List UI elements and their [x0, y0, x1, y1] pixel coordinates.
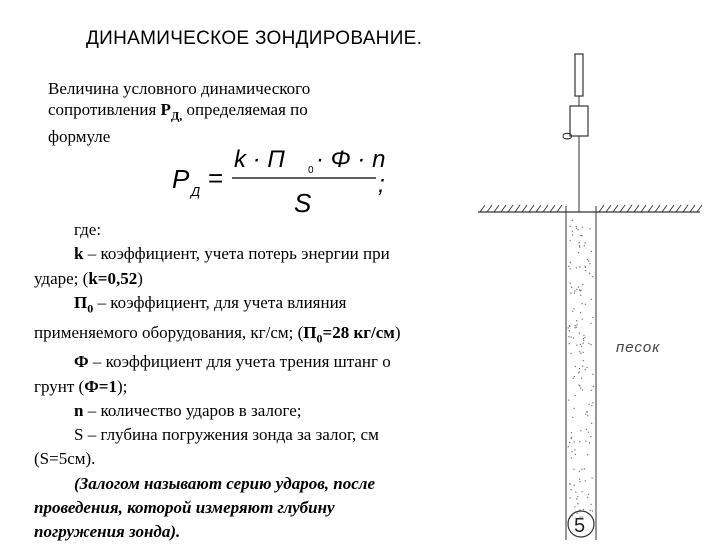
sand-dot — [588, 432, 589, 433]
intro-line-2 — [48, 99, 388, 126]
definitions-block — [34, 218, 474, 545]
sand-dot — [569, 484, 570, 485]
intro-paragraph — [48, 78, 388, 147]
sand-dot — [587, 259, 588, 260]
sand-dot — [592, 402, 593, 403]
sand-dot — [583, 343, 584, 344]
sand-dot — [572, 220, 573, 221]
sand-dot — [579, 479, 580, 480]
sand-dot — [591, 477, 592, 478]
sand-dot — [569, 326, 570, 327]
hatch-mark — [662, 205, 667, 212]
sand-dot — [577, 496, 578, 497]
sand-dot — [573, 337, 574, 338]
sand-dot — [583, 509, 584, 510]
sand-dot — [588, 343, 589, 344]
sand-dot — [575, 395, 576, 396]
sand-dot — [576, 344, 577, 345]
ground-hatching — [480, 205, 702, 212]
hatch-mark — [606, 205, 611, 212]
formula-denominator: S — [294, 188, 312, 218]
sand-dot — [586, 429, 587, 430]
sand-dot — [583, 340, 584, 341]
sand-dot — [568, 266, 569, 267]
sand-dot — [569, 325, 570, 326]
sand-dot — [579, 368, 580, 369]
sand-dot — [580, 388, 581, 389]
sand-dot — [592, 276, 593, 277]
intro-line-3: формуле — [48, 127, 111, 147]
hatch-mark — [529, 205, 534, 212]
hatch-mark — [620, 205, 625, 212]
formula-lhs-sub: Д — [191, 184, 201, 199]
sand-dot — [581, 303, 582, 304]
sand-dot — [581, 378, 582, 379]
sand-dot — [587, 415, 588, 416]
sand-dot — [579, 351, 580, 352]
sand-dot — [585, 304, 586, 305]
sand-dot — [579, 245, 580, 246]
where-label: где: — [74, 220, 102, 239]
sand-dot — [582, 318, 583, 319]
sand-dot — [574, 485, 575, 486]
sand-dot — [585, 267, 586, 268]
sand-dot — [590, 504, 591, 505]
probe-rod-top — [575, 54, 583, 96]
sand-dot — [569, 343, 570, 344]
sand-dot — [581, 346, 582, 347]
sand-dot — [588, 494, 589, 495]
hatch-mark — [508, 205, 513, 212]
sand-dot — [570, 293, 571, 294]
hatch-mark — [550, 205, 555, 212]
sand-dot — [584, 245, 585, 246]
sand-dot — [575, 325, 576, 326]
sand-dot — [584, 337, 585, 338]
sand-dot — [574, 292, 575, 293]
hatch-mark — [522, 205, 527, 212]
sand-dot — [591, 423, 592, 424]
sand-dot — [580, 295, 581, 296]
sand-dot — [593, 386, 594, 387]
hatch-mark — [487, 205, 492, 212]
sand-dot — [589, 273, 590, 274]
sand-dot — [569, 330, 570, 331]
sand-dot — [585, 480, 586, 481]
sand-dot — [582, 389, 583, 390]
sand-dot — [586, 411, 587, 412]
sand-dot — [581, 491, 582, 492]
sand-dot — [576, 289, 577, 290]
sand-dot — [592, 510, 593, 511]
hatch-mark — [697, 205, 702, 212]
sand-dot — [580, 430, 581, 431]
hatch-mark — [627, 205, 632, 212]
sand-dot — [577, 503, 578, 504]
sand-dot — [570, 240, 571, 241]
hatch-mark — [536, 205, 541, 212]
sand-dot — [585, 441, 586, 442]
sand-dot — [574, 449, 575, 450]
sand-dot — [578, 372, 579, 373]
probe-diagram — [470, 40, 710, 540]
sand-dot — [590, 436, 591, 437]
sand-dot — [575, 492, 576, 493]
sand-dot — [569, 442, 570, 443]
sand-dot — [578, 286, 579, 287]
sand-dot — [568, 399, 569, 400]
soil-label: песок — [616, 339, 661, 356]
sand-dot — [579, 333, 580, 334]
sand-dot — [585, 413, 586, 414]
n-definition: n – количество ударов в залоге; — [74, 400, 302, 420]
formula-numerator: k · П — [234, 146, 285, 173]
sand-dot — [571, 457, 572, 458]
formula-lhs: P — [172, 164, 190, 194]
note-line-3: погружения зонда). — [34, 522, 181, 542]
note-line-1: (Залогом называют серию ударов, после — [74, 473, 376, 493]
sand-dot — [579, 385, 580, 386]
k-definition-line-1: k – коэффициент, учета потерь энергии при — [74, 244, 390, 264]
sand-dot — [589, 228, 590, 229]
hatch-mark — [494, 205, 499, 212]
sand-dot — [579, 246, 580, 247]
hatch-mark — [480, 205, 485, 212]
formula-semicolon: ; — [378, 171, 385, 198]
sand-dot — [571, 438, 572, 439]
sand-dot — [573, 378, 574, 379]
sand-dot — [582, 284, 583, 285]
s-definition-line-1: S – глубина погружения зонда за залог, см — [74, 425, 379, 445]
sand-dot — [590, 344, 591, 345]
p-definition-line-2: применяемого оборудования, кг/см; ($П_0=28$ кг/см) — [34, 322, 401, 345]
sand-dot — [573, 408, 574, 409]
sand-dot — [583, 352, 584, 353]
hatch-mark — [599, 205, 604, 212]
sand-dot — [574, 327, 575, 328]
sand-dot — [589, 263, 590, 264]
sand-dot — [572, 417, 573, 418]
sand-dot — [590, 323, 591, 324]
hatch-mark — [613, 205, 618, 212]
sand-dot — [582, 227, 583, 228]
sand-dot — [574, 290, 575, 291]
sand-dot — [571, 451, 572, 452]
hatch-mark — [641, 205, 646, 212]
p-definition-line-1: $П_0$ – коэффициент, для учета влияния — [74, 292, 347, 316]
sand-dot — [575, 366, 576, 367]
sand-dot — [580, 353, 581, 354]
sand-dot — [578, 252, 579, 253]
sand-dot — [587, 454, 588, 455]
hatch-mark — [648, 205, 653, 212]
sand-dot — [584, 266, 585, 267]
sand-dot — [583, 335, 584, 336]
sand-dot — [569, 497, 570, 498]
sand-dot — [576, 226, 577, 227]
sand-dot — [571, 287, 572, 288]
page-title: ДИНАМИЧЕСКОЕ ЗОНДИРОВАНИЕ. — [86, 28, 423, 49]
sand-dot — [579, 266, 580, 267]
probe-rod-label: 0 — [559, 132, 575, 140]
sand-dot — [592, 374, 593, 375]
intro-line-1: Величина условного динамического — [48, 79, 311, 98]
note-line-2: проведения, которой измеряют глубину — [34, 498, 335, 518]
sand-dot — [585, 270, 586, 271]
sand-dot — [575, 454, 576, 455]
sand-dot — [571, 437, 572, 438]
sand-dot — [569, 226, 570, 227]
sand-dot — [591, 405, 592, 406]
sand-dot — [579, 471, 580, 472]
sand-dot — [592, 317, 593, 318]
rd-symbol: $Р_{Д,}$ — [160, 100, 183, 123]
sand-dot — [573, 441, 574, 442]
k-definition-line-2: ударе; (k=0,52) — [34, 268, 143, 288]
sand-dot — [580, 312, 581, 313]
sand-dot — [579, 481, 580, 482]
probe-hammer — [570, 106, 588, 136]
sand-dot — [583, 338, 584, 339]
sand-dot — [579, 371, 580, 372]
sand-dot — [580, 344, 581, 345]
sand-dot — [581, 469, 582, 470]
sand-dot — [591, 251, 592, 252]
hatch-mark — [669, 205, 674, 212]
sand-dot — [576, 320, 577, 321]
sand-dot — [576, 324, 577, 325]
sand-dot — [568, 446, 569, 447]
sand-dot — [585, 369, 586, 370]
hatch-mark — [655, 205, 660, 212]
sand-dot — [573, 308, 574, 309]
f-definition-line-2: грунт (Ф=1); — [34, 376, 128, 396]
sand-dot — [571, 432, 572, 433]
sand-dot — [586, 367, 587, 368]
sand-dot — [583, 360, 584, 361]
formula — [170, 140, 400, 220]
sand-dot — [584, 468, 585, 469]
hatch-mark — [543, 205, 548, 212]
intro-line-2-pre: сопротивления — [48, 100, 161, 119]
figure-number: 5 — [574, 515, 586, 537]
sand-dot — [589, 404, 590, 405]
sand-dot — [574, 376, 575, 377]
hatch-mark — [501, 205, 506, 212]
sand-dot — [576, 498, 577, 499]
sand-dot — [570, 262, 571, 263]
sand-dot — [588, 260, 589, 261]
hatch-mark — [515, 205, 520, 212]
hatch-mark — [690, 205, 695, 212]
hatch-mark — [683, 205, 688, 212]
sand-dot — [572, 231, 573, 232]
formula-numerator-sub: 0 — [308, 165, 314, 176]
sand-dot — [590, 510, 591, 511]
s-definition-line-2: (S=5см). — [34, 449, 96, 469]
sand-dot — [570, 489, 571, 490]
hatch-mark — [676, 205, 681, 212]
formula-numerator-rest: · Φ · n — [316, 146, 386, 173]
formula-equals: = — [208, 163, 224, 193]
sand-dot — [573, 469, 574, 470]
sand-dot — [574, 506, 575, 507]
hatch-mark — [557, 205, 562, 212]
sand-dot — [576, 228, 577, 229]
sand-dot — [584, 242, 585, 243]
sand-dot — [568, 336, 569, 337]
sand-dot — [580, 290, 581, 291]
sand-dot — [587, 497, 588, 498]
sand-dot — [579, 242, 580, 243]
sand-dot — [571, 336, 572, 337]
sand-dot — [579, 441, 580, 442]
sand-dot — [576, 327, 577, 328]
sand-dot — [572, 234, 573, 235]
sand-dot — [572, 311, 573, 312]
sand-dot — [591, 390, 592, 391]
intro-line-2-post: определяемая по — [182, 100, 308, 119]
sand-dot — [570, 353, 571, 354]
sand-dot — [577, 229, 578, 230]
sand-dot — [570, 283, 571, 284]
sand-dot — [568, 327, 569, 328]
sand-dot — [582, 366, 583, 367]
sand-dot — [580, 235, 581, 236]
sand-dot — [576, 513, 577, 514]
sand-dot — [581, 235, 582, 236]
sand-dot — [591, 299, 592, 300]
sand-dot — [576, 267, 577, 268]
sand-dot — [570, 268, 571, 269]
sand-dots — [568, 220, 595, 518]
hatch-mark — [634, 205, 639, 212]
sand-dot — [589, 442, 590, 443]
f-definition-line-1: Ф – коэффициент для учета трения штанг о — [74, 352, 391, 372]
